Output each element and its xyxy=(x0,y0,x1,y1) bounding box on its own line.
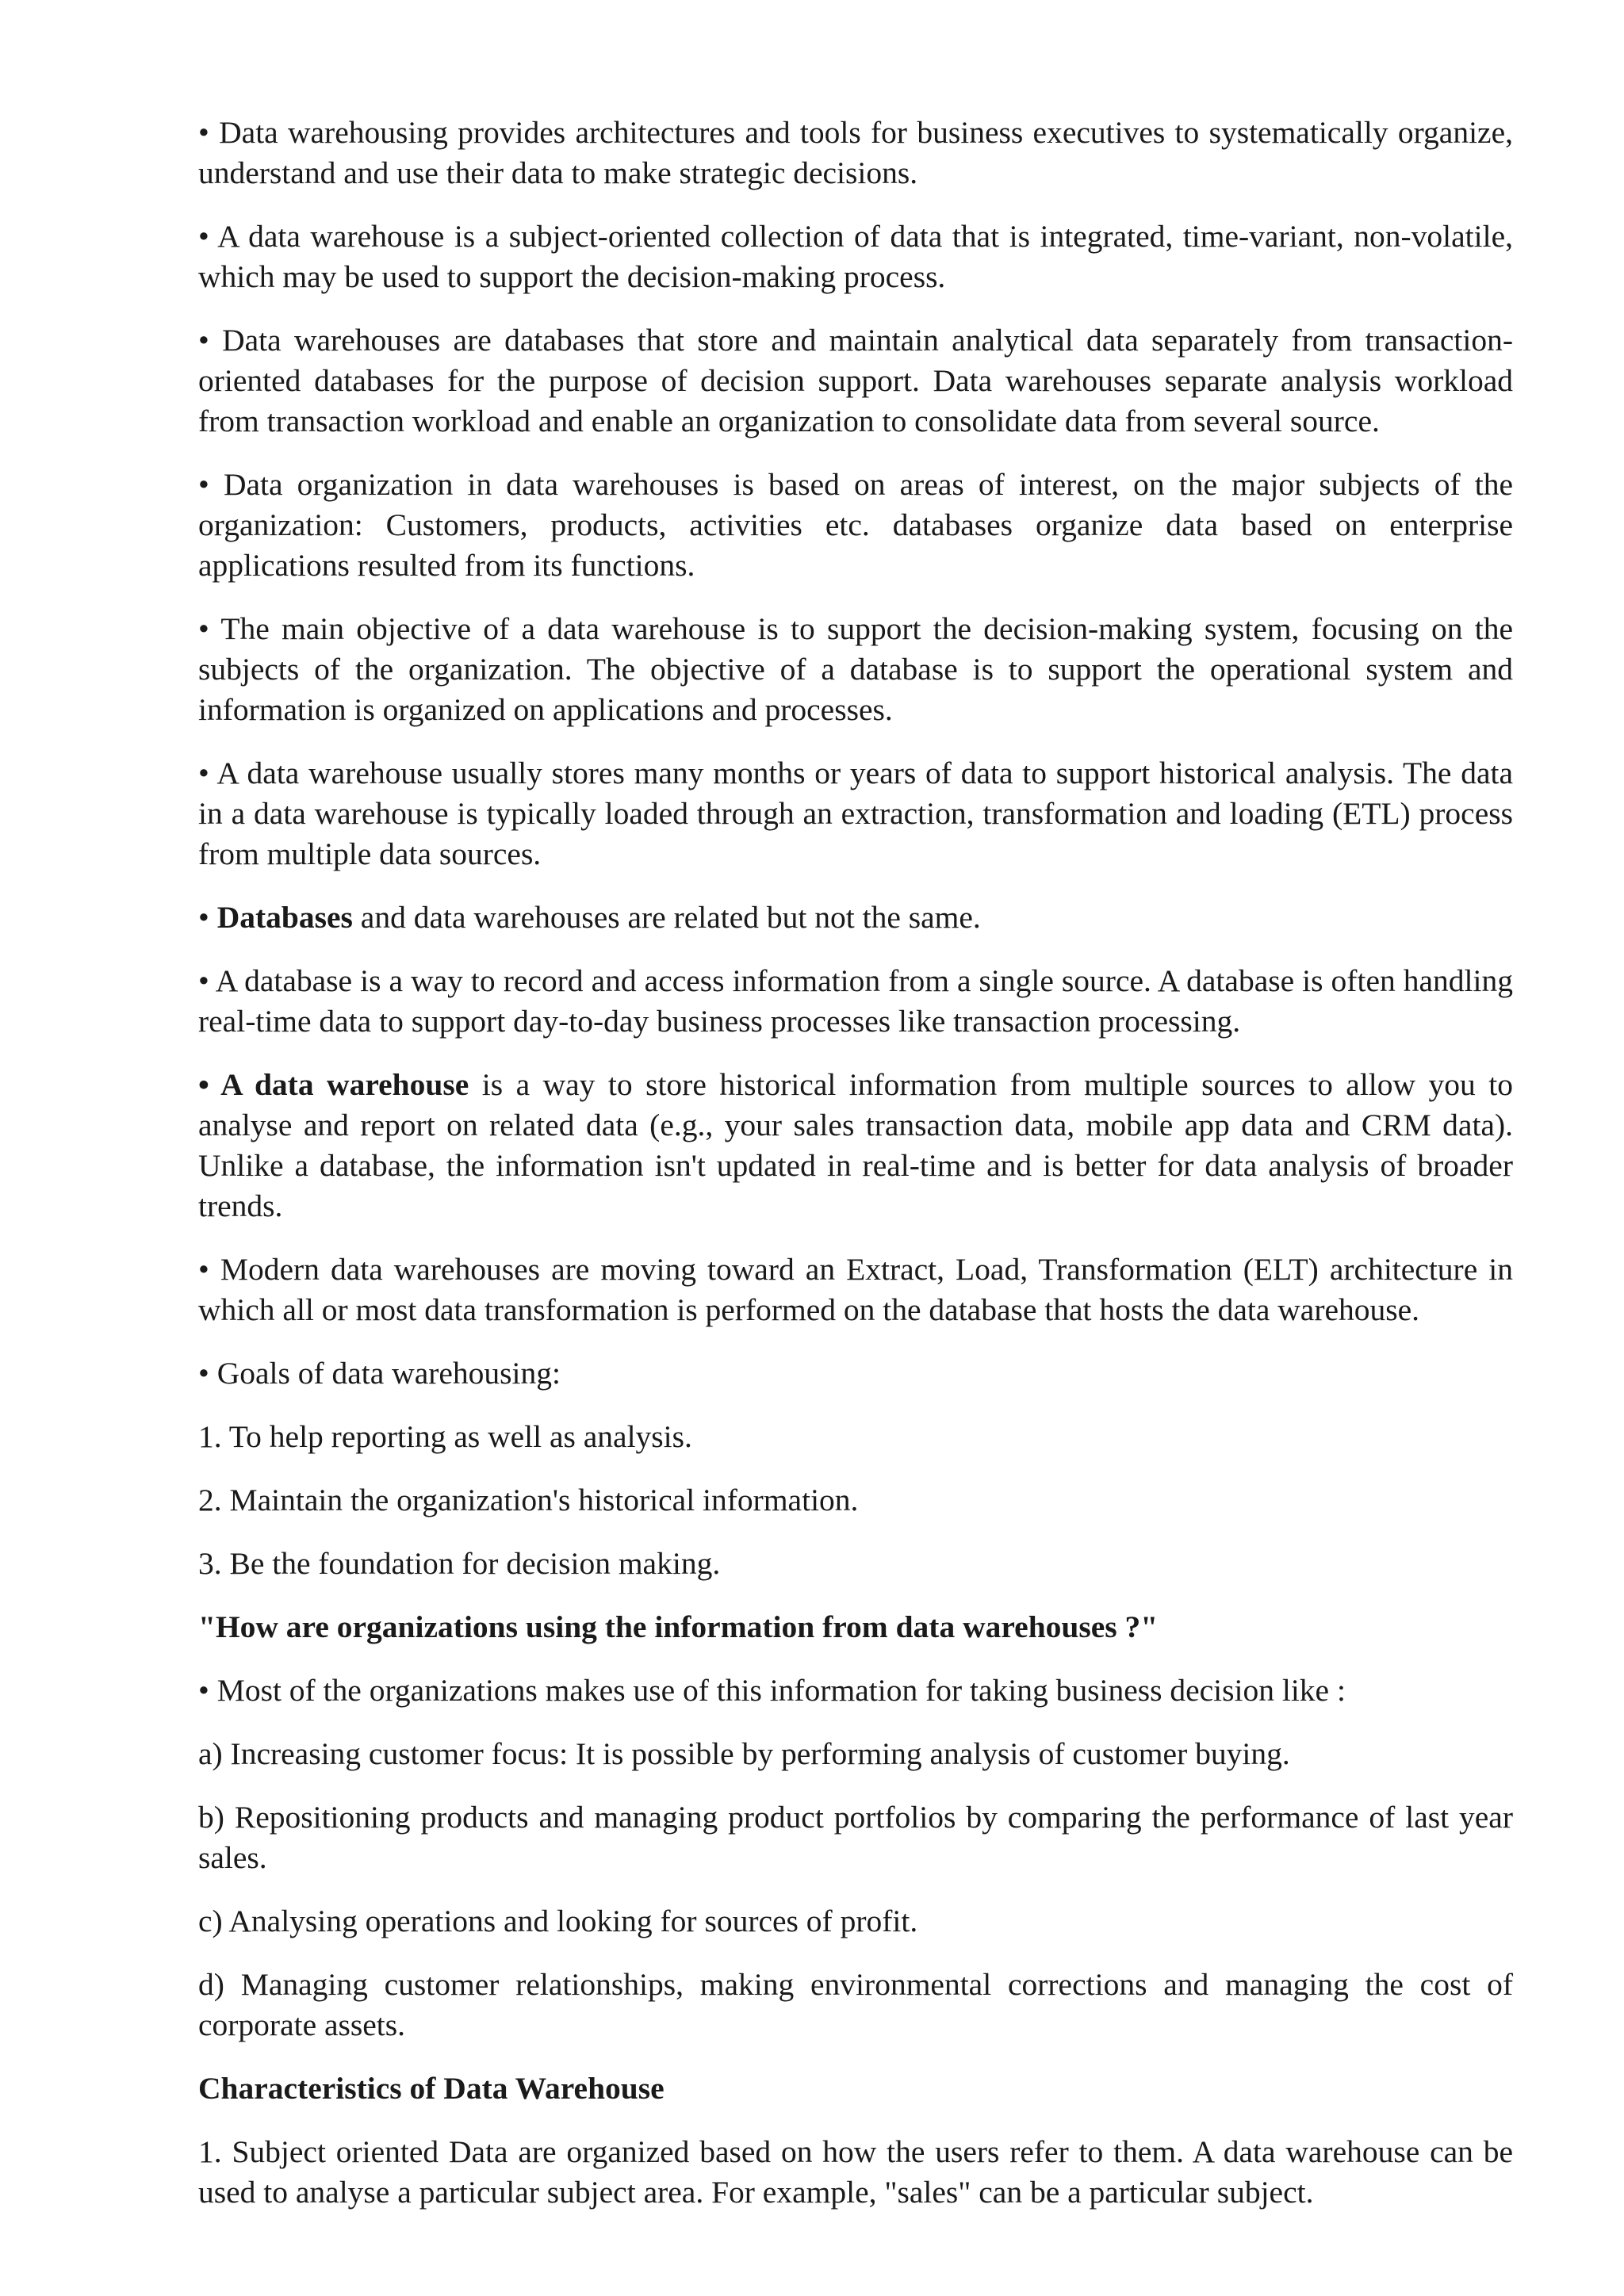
section-heading-organizations-using: "How are organizations using the information from data warehouses ?" xyxy=(198,1609,1159,1644)
paragraph-text: and data warehouses are related but not the same. xyxy=(352,900,981,935)
paragraph-data-warehouse-way xyxy=(198,1065,1513,1226)
paragraph-main-objective: • The main objective of a data warehouse is to support the decision-making system, focusing on the subjects of the organization. The objective of a database is to support the operational system and information is organized on applications and processes. xyxy=(198,611,1513,727)
list-item-goal-1: 1. To help reporting as well as analysis. xyxy=(198,1419,692,1454)
paragraph-modern-elt: • Modern data warehouses are moving toward an Extract, Load, Transformation (ELT) architecture in which all or most data transformation is performed on the database that hosts the data warehouse. xyxy=(198,1252,1513,1327)
list-item-use-a: a) Increasing customer focus: It is possible by performing analysis of customer buying. xyxy=(198,1736,1290,1771)
paragraph-database-definition: • A database is a way to record and access information from a single source. A database is often handling real-time data to support day-to-day business processes like transaction processing. xyxy=(198,963,1513,1039)
list-item-goal-3: 3. Be the foundation for decision making. xyxy=(198,1546,721,1581)
paragraph-business-decisions: • Most of the organizations makes use of this information for taking business decision like : xyxy=(198,1673,1346,1708)
paragraph-databases-related xyxy=(198,897,1513,938)
paragraph-data-warehouse-definition: • A data warehouse is a subject-oriented collection of data that is integrated, time-variant, non-volatile, which may be used to support the decision-making process. xyxy=(198,219,1513,294)
bold-term-databases: Databases xyxy=(216,900,353,935)
document-page xyxy=(198,113,1513,2236)
list-item-use-c: c) Analysing operations and looking for sources of profit. xyxy=(198,1904,918,1938)
list-item-characteristic-1: 1. Subject oriented Data are organized based on how the users refer to them. A data warehouse can be used to analyse a particular subject area. For example, "sales" can be a particular subject. xyxy=(198,2134,1513,2210)
section-heading-characteristics: Characteristics of Data Warehouse xyxy=(198,2071,665,2106)
list-item-use-d: d) Managing customer relationships, making environmental corrections and managing the cost of corporate assets. xyxy=(198,1967,1513,2042)
list-item-goal-2: 2. Maintain the organization's historical information. xyxy=(198,1483,859,1517)
paragraph-warehouses-vs-transaction-db: • Data warehouses are databases that store and maintain analytical data separately from transaction-oriented databases for the purpose of decision support. Data warehouses separate analysis workload from transaction workload and enable an organization to consolidate data from several source. xyxy=(198,323,1513,438)
bullet: • xyxy=(198,900,217,935)
list-item-use-b: b) Repositioning products and managing product portfolios by comparing the performance of last year sales. xyxy=(198,1800,1513,1875)
paragraph-data-organization: • Data organization in data warehouses is based on areas of interest, on the major subjects of the organization: Customers, products, activities etc. databases organize data based on enterprise applications resulted from its functions. xyxy=(198,467,1513,583)
bold-term-data-warehouse: • A data warehouse xyxy=(198,1067,469,1102)
paragraph-historical-analysis: • A data warehouse usually stores many months or years of data to support historical analysis. The data in a data warehouse is typically loaded through an extraction, transformation and loading (ETL) process from multiple data sources. xyxy=(198,756,1513,871)
paragraph-data-warehousing-intro: • Data warehousing provides architectures and tools for business executives to systematically organize, understand and use their data to make strategic decisions. xyxy=(198,115,1513,190)
paragraph-text: is a way to store historical information from multiple sources to allow you to analyse and report on related data (e.g., your sales transaction data, mobile app data and CRM data). Unlike a database, the information isn't updated in real-time and is better for data analysis of broader trends. xyxy=(198,1067,1513,1223)
paragraph-goals-heading: • Goals of data warehousing: xyxy=(198,1356,561,1391)
